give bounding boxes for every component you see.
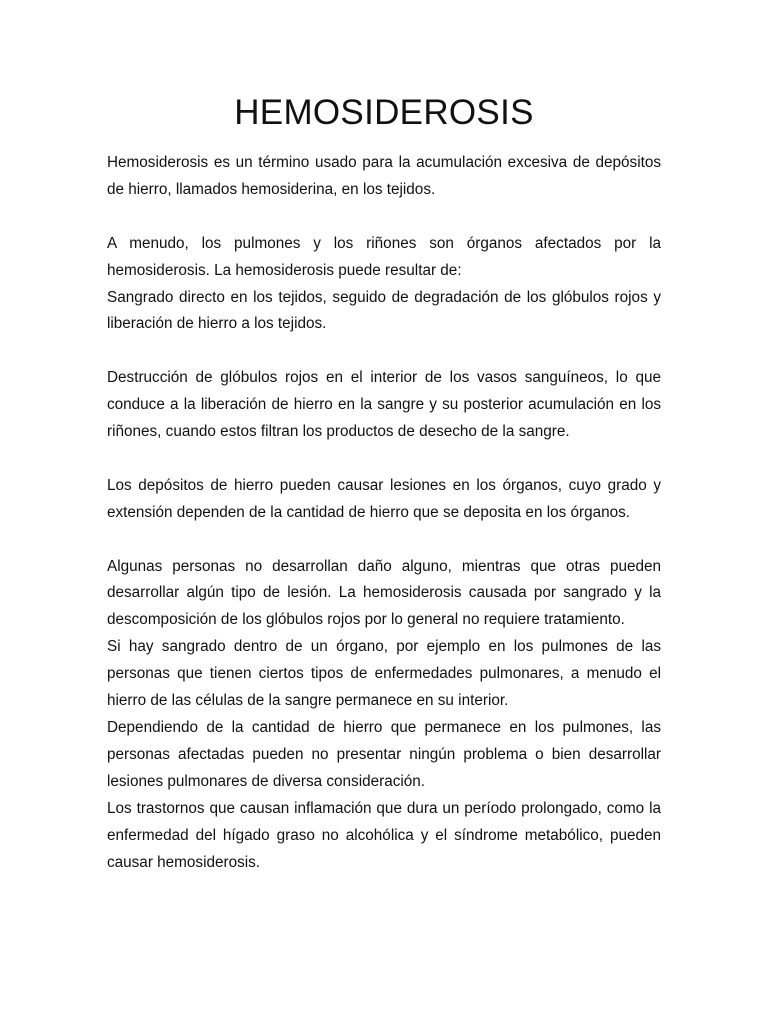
paragraph-spacer <box>107 527 661 554</box>
paragraph-spacer <box>107 204 661 231</box>
paragraph-cell-destruction: Destrucción de glóbulos rojos en el interior de los vasos sanguíneos, lo que conduce a la liberación de hierro en la sangre y su posterior acumulación en los riñones, cuando estos filtran los productos de desecho de la sangre. <box>107 369 661 441</box>
paragraph-spacer <box>107 446 661 473</box>
paragraph-lung-iron: Dependiendo de la cantidad de hierro que permanece en los pulmones, las personas afectadas pueden no presentar ningún problema o bien desarrollar lesiones pulmonares de diversa consideración. <box>107 718 661 790</box>
paragraph-treatment: Algunas personas no desarrollan daño alguno, mientras que otras pueden desarrollar algún tipo de lesión. La hemosiderosis causada por sangrado y la descomposición de los glóbulos rojos por lo general no requiere tratamiento. <box>107 557 661 629</box>
paragraph-iron-deposits: Los depósitos de hierro pueden causar lesiones en los órganos, cuyo grado y extensión dependen de la cantidad de hierro que se deposita en los órganos. <box>107 476 661 521</box>
paragraph-affected-organs: A menudo, los pulmones y los riñones son órganos afectados por la hemosiderosis. La hemosiderosis puede resultar de: <box>107 234 661 279</box>
paragraph-organ-bleeding: Si hay sangrado dentro de un órgano, por ejemplo en los pulmones de las personas que tienen ciertos tipos de enfermedades pulmonares, a menudo el hierro de las células de la sangre permanece en su interior. <box>107 638 661 710</box>
paragraph-spacer <box>107 338 661 365</box>
paragraph-inflammation: Los trastornos que causan inflamación que dura un período prolongado, como la enfermedad del hígado graso no alcohólica y el síndrome metabólico, pueden causar hemosiderosis. <box>107 799 661 871</box>
document-body <box>107 150 661 876</box>
paragraph-definition: Hemosiderosis es un término usado para la acumulación excesiva de depósitos de hierro, llamados hemosiderina, en los tejidos. <box>107 154 661 198</box>
paragraph-direct-bleeding: Sangrado directo en los tejidos, seguido de degradación de los glóbulos rojos y liberación de hierro a los tejidos. <box>107 288 661 333</box>
document-title: HEMOSIDEROSIS <box>234 93 534 132</box>
